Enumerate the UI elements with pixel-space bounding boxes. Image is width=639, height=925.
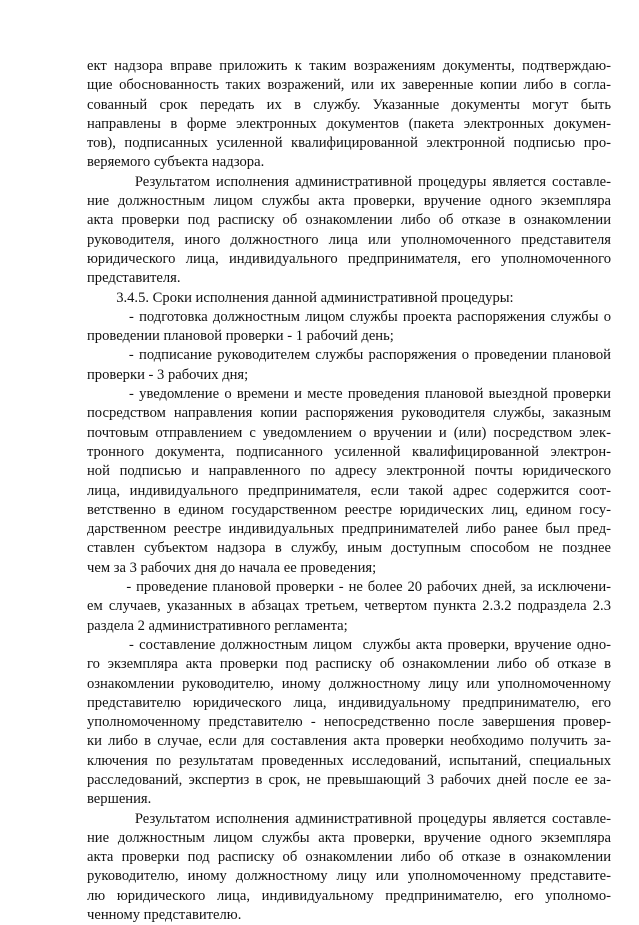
text-line: руководителя, иного должностного лица или уполномоченного представителя — [87, 231, 611, 248]
text-line: ключения по результатам проведенных исследований, испытаний, специальных — [87, 752, 611, 769]
text-line: ной подписью и направленного по адресу электронной почты юридического — [87, 463, 611, 480]
text-line: проведении плановой проверки - 1 рабочий день; — [87, 328, 394, 345]
text-line: лю юридического лица, индивидуальному предпринимателю, его уполномо- — [87, 887, 611, 904]
text-line: юридического лица, индивидуального предпринимателя, его уполномоченного — [87, 250, 611, 267]
text-line: ознакомлении руководителю, иному должностному лицу или уполномоченному — [87, 675, 611, 692]
text-line: акта проверки под расписку об ознакомлении либо об отказе в ознакомлении — [87, 849, 611, 866]
text-line: тов), подписанных усиленной квалифицированной электронной подписью про- — [87, 135, 611, 152]
text-line: Результатом исполнения административной процедуры является составле- — [87, 173, 611, 190]
text-line: проверки - 3 рабочих дня; — [87, 366, 249, 383]
text-line: почтовым отправлением с уведомлением о вручении и (или) посредством элек- — [87, 424, 611, 441]
paragraph — [87, 385, 611, 578]
text-line: раздела 2 административного регламента; — [87, 617, 348, 634]
text-line: дарственном реестре индивидуальных предпринимателей либо ранее был пред- — [87, 521, 611, 538]
text-line: - подписание руководителем службы распоряжения о проведении плановой — [87, 347, 611, 364]
paragraph — [87, 308, 611, 347]
paragraph — [87, 289, 611, 308]
text-line: - подготовка должностным лицом службы проекта распоряжения службы о — [87, 308, 611, 325]
paragraph — [87, 578, 611, 636]
text-line: - составление должностным лицом службы акта проверки, вручение одно- — [87, 636, 611, 653]
text-line: - проведение плановой проверки - не более 20 рабочих дней, за исключени- — [87, 579, 611, 596]
text-line: тронного документа, подписанного усиленной квалифицированной электрон- — [87, 443, 611, 460]
text-line: посредством направления копии распоряжения руководителя службы, заказным — [87, 405, 611, 422]
paragraph — [87, 57, 611, 173]
text-line: акта проверки под расписку об ознакомлении либо об отказе в ознакомлении — [87, 212, 611, 229]
text-line: расследований, экспертиз в срок, не превышающий 3 рабочих дней после ее за- — [87, 771, 611, 788]
text-line: чем за 3 рабочих дня до начала ее проведения; — [87, 559, 377, 576]
text-line: направлены в форме электронных документов (пакета электронных докумен- — [87, 115, 611, 132]
text-line: Результатом исполнения административной процедуры является составле- — [87, 810, 611, 827]
text-line: ект надзора вправе приложить к таким возражениям документы, подтверждаю- — [87, 58, 611, 74]
paragraph — [87, 173, 611, 289]
text-line: уполномоченному представителю - непосредственно после завершения провер- — [87, 714, 611, 731]
text-line: ем случаев, указанных в абзацах третьем, четвертом пункта 2.3.2 подраздела 2.3 — [87, 598, 611, 615]
paragraph — [87, 810, 611, 925]
text-line: ставлен субъектом надзора в службу, иным доступным способом не позднее — [87, 540, 611, 557]
text-line: представителя. — [87, 270, 181, 287]
text-line: щие обоснованность таких возражений, или их заверенные копии либо в согла- — [87, 77, 611, 94]
document-body — [87, 57, 611, 925]
text-line: - уведомление о времени и месте проведения плановой выездной проверки — [87, 386, 611, 403]
text-line: руководителю, иному должностному лицу или уполномоченному представите- — [87, 868, 611, 885]
text-line: представителю юридического лица, индивидуальному предпринимателю, его — [87, 694, 611, 711]
text-line: ние должностным лицом службы акта проверки, вручение одного экземпляра — [87, 829, 611, 846]
text-line: сованный срок передать их в службу. Указанные документы могут быть — [87, 96, 611, 113]
text-line: ние должностным лицом службы акта проверки, вручение одного экземпляра — [87, 193, 611, 210]
text-line: ветственно в едином государственном реестре юридических лиц, едином госу- — [87, 501, 611, 518]
paragraph — [87, 346, 611, 385]
text-line: 3.4.5. Сроки исполнения данной административной процедуры: — [87, 289, 514, 306]
text-line: лица, индивидуального предпринимателя, если такой адрес содержится соот- — [87, 482, 611, 499]
text-line: веряемого субъекта надзора. — [87, 154, 265, 171]
text-line: ки либо в случае, если для составления акта проверки необходимо получить за- — [87, 733, 611, 750]
text-line: ченному представителю. — [87, 907, 242, 924]
text-line: вершения. — [87, 791, 152, 808]
paragraph — [87, 636, 611, 810]
text-line: го экземпляра акта проверки под расписку об ознакомлении либо об отказе в — [87, 656, 611, 673]
